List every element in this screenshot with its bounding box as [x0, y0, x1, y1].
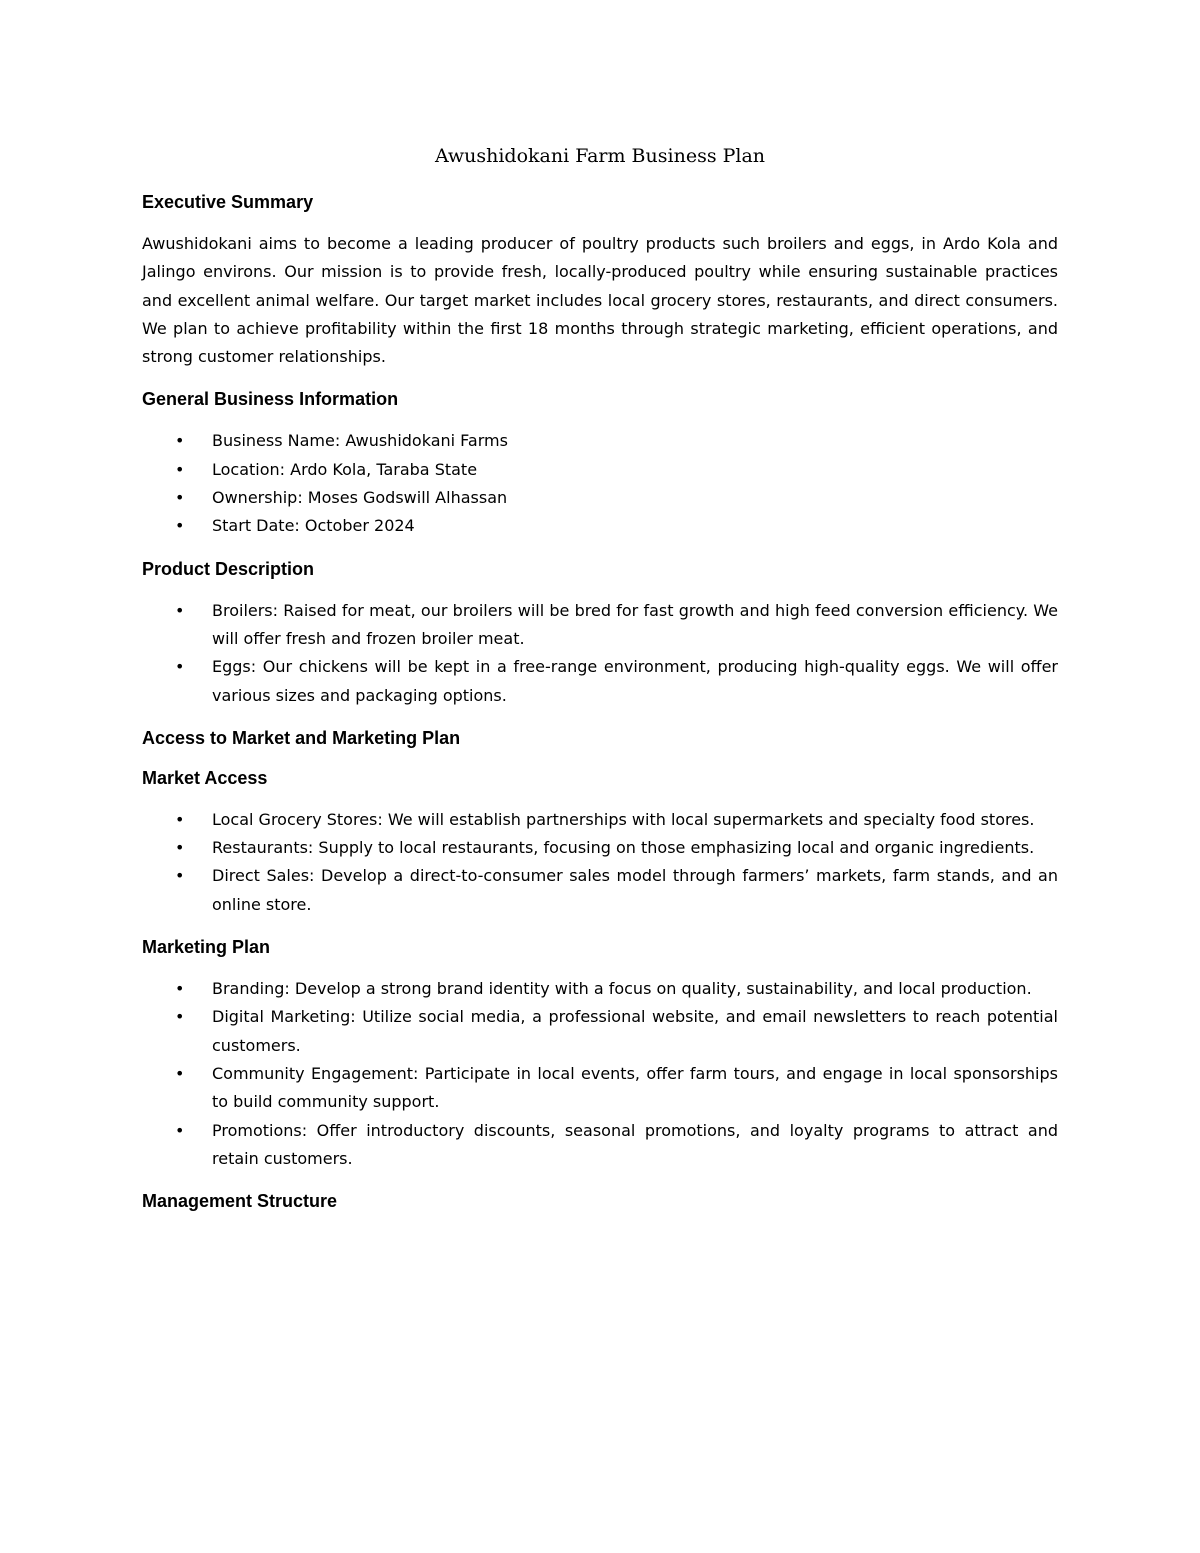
market-access-list [142, 806, 1058, 919]
list-item [142, 653, 1058, 710]
list-item-text: Eggs: Our chickens will be kept in a free-range environment, producing high-quality eggs. We will offer various sizes and packaging options. [212, 657, 1058, 705]
heading-executive-summary: Executive Summary [142, 192, 314, 212]
list-item-text: Ownership: Moses Godswill Alhassan [212, 488, 508, 508]
executive-summary-paragraph: Awushidokani aims to become a leading producer of poultry products such broilers and eggs, in Ardo Kola and Jalingo environs. Our mission is to provide fresh, locally-produced poultry while ensuring sustainable practices and excellent animal welfare. Our target market includes local grocery stores, restaurants, and direct consumers. We plan to achieve profitability within the first 18 months through strategic marketing, efficient operations, and strong customer relationships. [142, 234, 1058, 367]
heading-marketing-plan: Marketing Plan [142, 937, 271, 958]
bullet-icon: • [175, 1007, 185, 1027]
document-content [142, 142, 1058, 1229]
list-item [142, 1060, 1058, 1117]
list-item-text: Branding: Develop a strong brand identity with a focus on quality, sustainability, and local production. [212, 979, 1032, 999]
bullet-icon: • [175, 459, 185, 479]
bullet-icon: • [175, 488, 185, 508]
list-item [142, 862, 1058, 919]
list-item [142, 512, 1058, 540]
document-title: Awushidokani Farm Business Plan [434, 145, 766, 167]
bullet-icon: • [175, 600, 185, 620]
list-item-text: Location: Ardo Kola, Taraba State [212, 459, 478, 479]
bullet-icon: • [175, 838, 185, 858]
list-item-text: Business Name: Awushidokani Farms [212, 431, 508, 451]
heading-access-to-market: Access to Market and Marketing Plan [142, 727, 461, 748]
list-item-text: Community Engagement: Participate in local events, offer farm tours, and engage in local sponsorships to build community support. [212, 1063, 1058, 1112]
general-info-list [142, 427, 1058, 540]
bullet-icon: • [175, 516, 185, 536]
bullet-icon: • [175, 809, 185, 829]
list-item [142, 806, 1058, 834]
heading-product-description: Product Description [142, 558, 315, 579]
bullet-icon: • [175, 431, 185, 451]
list-item [142, 597, 1058, 654]
product-description-list [142, 597, 1058, 710]
list-item-text: Direct Sales: Develop a direct-to-consumer sales model through farmers’ markets, farm stands, and an online store. [212, 866, 1058, 914]
list-item-text: Promotions: Offer introductory discounts, seasonal promotions, and loyalty programs to attract and retain customers. [212, 1120, 1058, 1168]
list-item-text: Start Date: October 2024 [212, 516, 415, 536]
bullet-icon: • [175, 979, 185, 999]
bullet-icon: • [175, 866, 185, 886]
marketing-plan-list [142, 975, 1058, 1173]
heading-management-structure: Management Structure [142, 1191, 338, 1212]
list-item [142, 427, 1058, 455]
list-item [142, 456, 1058, 484]
list-item [142, 1117, 1058, 1174]
list-item [142, 1003, 1058, 1060]
list-item-text: Broilers: Raised for meat, our broilers will be bred for fast growth and high feed conversion efficiency. We will offer fresh and frozen broiler meat. [212, 600, 1058, 648]
list-item-text: Restaurants: Supply to local restaurants, focusing on those emphasizing local and organic ingredients. [212, 838, 1035, 858]
list-item-text: Local Grocery Stores: We will establish partnerships with local supermarkets and specialty food stores. [212, 809, 1035, 829]
heading-market-access: Market Access [142, 767, 268, 788]
list-item [142, 834, 1058, 862]
list-item [142, 484, 1058, 512]
bullet-icon: • [175, 657, 185, 677]
bullet-icon: • [175, 1063, 185, 1083]
list-item [142, 975, 1058, 1003]
heading-general-business-information: General Business Information [142, 389, 399, 410]
list-item-text: Digital Marketing: Utilize social media, a professional website, and email newsletters to reach potential customers. [212, 1007, 1058, 1055]
bullet-icon: • [175, 1120, 185, 1140]
